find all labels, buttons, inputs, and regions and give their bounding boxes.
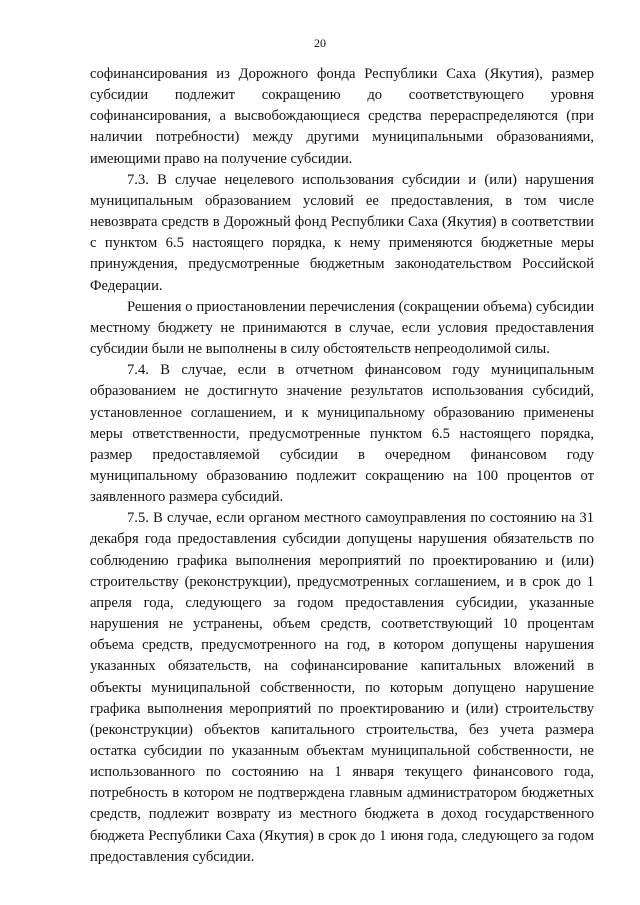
paragraph-7-4: 7.4. В случае, если в отчетном финансовом году муниципальным образованием не достигнуто значение результатов использования субсидий, установленное соглашением, и к муниципальному образованию применены меры ответственности, предусмотренные пунктом 6.5 настоящего порядка, размер предоставляемой субсидии в очередном финансовом году муниципальному образованию подлежит сокращению на 100 процентов от заявленного размера субсидий.	[90, 362, 594, 506]
paragraph-7-5: 7.5. В случае, если органом местного самоуправления по состоянию на 31 декабря года предоставления субсидии допущены нарушения обязательств по соблюдению графика выполнения мероприятий по проектированию и (или) строительству (реконструкции), предусмотренных соглашением, и в срок до 1 апреля года, следующего за годом предоставления субсидии, указанные нарушения не устранены, объем средств, соответствующий 10 процентам объема средств, предусмотренного на год, в котором допущены нарушения указанных обязательств, на софинансирование капитальных вложений в объекты муниципальной собственности, по которым допущено нарушение графика выполнения мероприятий по проектированию и (или) строительству (реконструкции) объектов капитального строительства, без учета размера остатка субсидии по указанным объектам муниципальной собственности, не использованного по состоянию на 1 января текущего финансового года, потребность в котором не подтверждена главным администратором бюджетных средств, подлежит возврату из местного бюджета в доход государственного бюджета Республики Саха (Якутия) в срок до 1 июня года, следующего за годом предоставления субсидии.	[90, 510, 594, 865]
document-body	[90, 64, 594, 868]
page-number: 20	[314, 36, 326, 50]
paragraph-7-3: 7.3. В случае нецелевого использования субсидии и (или) нарушения муниципальным образованием условий ее предоставления, в том числе невозврата средств в Дорожный фонд Республики Саха (Якутия) в соответствии с пунктом 6.5 настоящего порядка, к нему применяются бюджетные меры принуждения, предусмотренные бюджетным законодательством Российской Федерации.	[90, 171, 594, 294]
paragraph-continuation: софинансирования из Дорожного фонда Республики Саха (Якутия), размер субсидии подлежит сокращению до соответствующего уровня софинансирования, а высвобождающиеся средства перераспределяются (при наличии потребности) между другими муниципальными образованиями, имеющими право на получение субсидии.	[90, 66, 594, 167]
paragraph-suspension-decisions: Решения о приостановлении перечисления (сокращении объема) субсидии местному бюджету не принимаются в случае, если условия предоставления субсидии были не выполнены в силу обстоятельств непреодолимой силы.	[90, 298, 594, 358]
